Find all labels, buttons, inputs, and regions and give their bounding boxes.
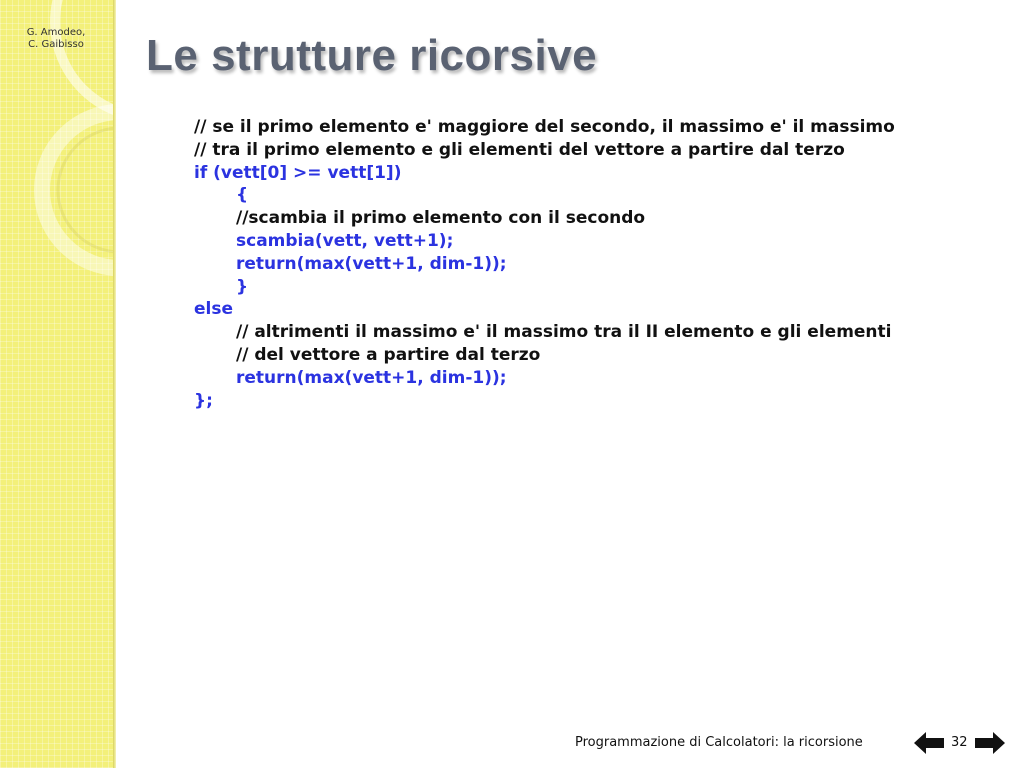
code-line: //scambia il primo elemento con il secondo [236, 208, 646, 229]
author-line: C. Gaibisso [28, 39, 84, 50]
code-line: else [194, 299, 234, 320]
code-line: if (vett[0] >= vett[1]) [194, 162, 402, 183]
code-line: } [236, 276, 249, 297]
code-line: }; [194, 390, 213, 411]
code-line: return(max(vett+1, dim-1)); [236, 367, 507, 388]
sidebar-edge [113, 0, 116, 768]
author-line: G. Amodeo, [26, 27, 86, 38]
page-number: 32 [951, 735, 968, 750]
code-line: // tra il primo elemento e gli elementi del vettore a partire dal terzo [194, 139, 845, 160]
code-line: return(max(vett+1, dim-1)); [236, 253, 507, 274]
code-line: // altrimenti il massimo e' il massimo tra il II elemento e gli elementi [236, 322, 892, 343]
code-line: // del vettore a partire dal terzo [236, 344, 541, 365]
footer-course-title: Programmazione di Calcolatori: la ricorsione [575, 735, 863, 750]
code-line: { [236, 185, 249, 206]
arrow-right-icon[interactable] [975, 732, 1005, 754]
code-block [194, 116, 994, 412]
sidebar [0, 0, 113, 768]
code-line: // se il primo elemento e' maggiore del secondo, il massimo e' il massimo [194, 117, 895, 137]
arrow-left-icon[interactable] [914, 732, 944, 754]
authors [4, 27, 108, 51]
slide-title: Le strutture ricorsive [146, 31, 598, 80]
sidebar-decoration [0, 0, 113, 768]
code-line: scambia(vett, vett+1); [236, 230, 454, 251]
